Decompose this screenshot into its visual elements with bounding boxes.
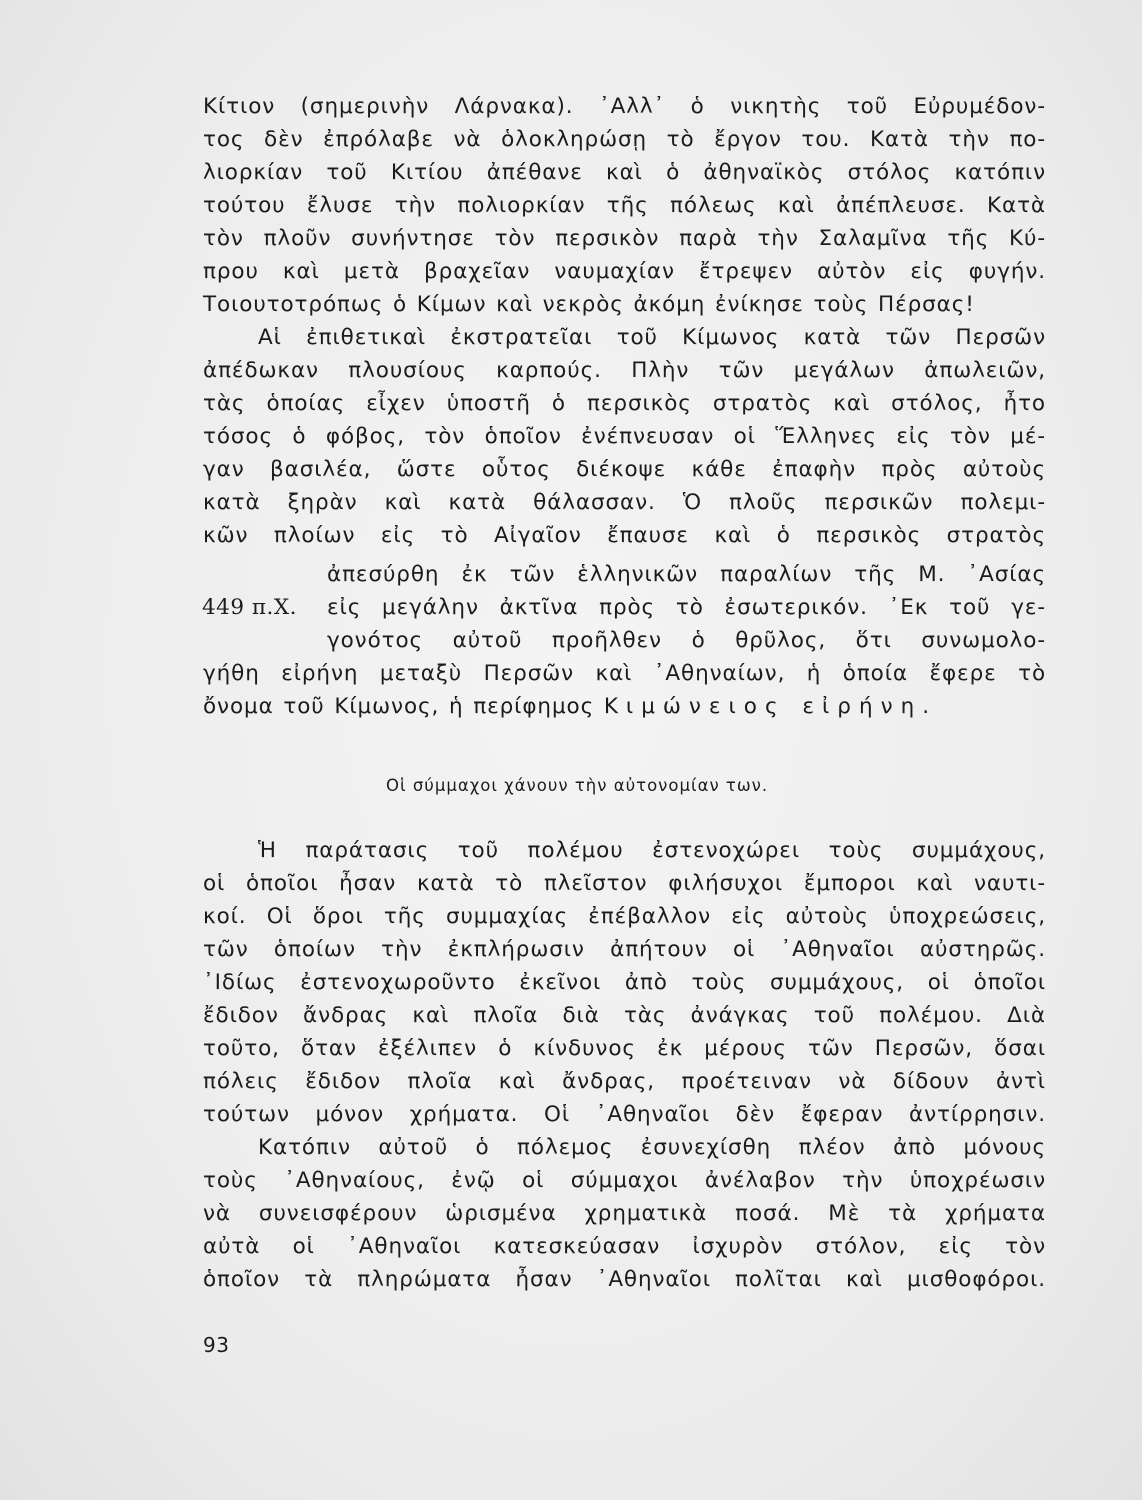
text-line: Αἱ ἐπιθετικαὶ ἐκστρατεῖαι τοῦ Κίμωνος κατὰ τῶν Περσῶν [258, 325, 1046, 350]
text-line: κατὰ ξηρὰν καὶ κατὰ θάλασσαν. Ὁ πλοῦς περσικῶν πολεμι- [203, 490, 1046, 515]
text-line: τῶν ὁποίων τὴν ἐκπλήρωσιν ἀπήτουν οἱ ᾿Αθηναῖοι αὐστηρῶς. [203, 937, 1046, 962]
text-line: αὐτὰ οἱ ᾿Αθηναῖοι κατεσκεύασαν ἰσχυρὸν στόλον, εἰς τὸν [203, 1234, 1046, 1259]
text-line: τούτων μόνον χρήματα. Οἱ ᾿Αθηναῖοι δὲν ἔφεραν ἀντίρρησιν. [203, 1102, 1046, 1127]
text-line: τὰς ὁποίας εἶχεν ὑποστῆ ὁ περσικὸς στρατὸς καὶ στόλος, ἦτο [203, 391, 1046, 416]
text-line: πρου καὶ μετὰ βραχεῖαν ναυμαχίαν ἔτρεψεν αὐτὸν εἰς φυγήν. [203, 259, 1046, 284]
section-heading: Οἱ σύμμαχοι χάνουν τὴν αὐτονομίαν των. [386, 776, 769, 795]
text-line: οἱ ὁποῖοι ἦσαν κατὰ τὸ πλεῖστον φιλήσυχοι ἔμποροι καὶ ναυτι- [203, 871, 1046, 896]
text-line: τος δὲν ἐπρόλαβε νὰ ὁλοκληρώσῃ τὸ ἔργον του. Κατὰ τὴν πο- [203, 127, 1046, 152]
text-line: Κίτιον (σημερινὴν Λάρνακα). ᾿Αλλ᾿ ὁ νικητὴς τοῦ Εὐρυμέδον- [203, 94, 1046, 119]
text-line: κοί. Οἱ ὅροι τῆς συμμαχίας ἐπέβαλλον εἰς αὐτοὺς ὑποχρεώσεις, [203, 904, 1046, 929]
text-line: ᾿Ιδίως ἐστενοχωροῦντο ἐκεῖνοι ἀπὸ τοὺς συμμάχους, οἱ ὁποῖοι [203, 970, 1046, 995]
text-line: πόλεις ἔδιδον πλοῖα καὶ ἄνδρας, προέτειναν νὰ δίδουν ἀντὶ [203, 1069, 1046, 1094]
text-line: γήθη εἰρήνη μεταξὺ Περσῶν καὶ ᾿Αθηναίων, ἡ ὁποία ἔφερε τὸ [203, 661, 1046, 686]
text-line: Ἡ παράτασις τοῦ πολέμου ἐστενοχώρει τοὺς συμμάχους, [258, 838, 1046, 863]
text-line: ἔδιδον ἄνδρας καὶ πλοῖα διὰ τὰς ἀνάγκας τοῦ πολέμου. Διὰ [203, 1003, 1046, 1028]
text-line-last [203, 691, 1046, 723]
text-line: γαν βασιλέα, ὥστε οὗτος διέκοψε κάθε ἐπαφὴν πρὸς αὐτοὺς [203, 457, 1046, 482]
text-line: ἀπεσύρθη ἐκ τῶν ἑλληνικῶν παραλίων τῆς Μ. ᾿Ασίας [327, 562, 1046, 587]
text-line: γονότος αὐτοῦ προῆλθεν ὁ θρῦλος, ὅτι συνωμολο- [327, 628, 1046, 653]
text-run: ὄνομα τοῦ Κίμωνος, ἡ περίφημος [203, 694, 604, 719]
text-line: τόσος ὁ φόβος, τὸν ὁποῖον ἐνέπνευσαν οἱ Ἕλληνες εἰς τὸν μέ- [203, 424, 1046, 449]
text-line: ὁποῖον τὰ πληρώματα ἦσαν ᾿Αθηναῖοι πολῖται καὶ μισθοφόροι. [203, 1267, 1046, 1292]
spaced-term-kimonian-peace: Κιμώνειος εἰρήνη. [603, 694, 938, 719]
text-line: τούτου ἔλυσε τὴν πολιορκίαν τῆς πόλεως καὶ ἀπέπλευσε. Κατὰ [203, 193, 1046, 218]
text-line: κῶν πλοίων εἰς τὸ Αἰγαῖον ἔπαυσε καὶ ὁ περσικὸς στρατὸς [203, 523, 1046, 548]
text-line: τοῦτο, ὅταν ἐξέλιπεν ὁ κίνδυνος ἐκ μέρους τῶν Περσῶν, ὅσαι [203, 1036, 1046, 1061]
text-line: τὸν πλοῦν συνήντησε τὸν περσικὸν παρὰ τὴν Σαλαμῖνα τῆς Κύ- [203, 226, 1046, 251]
page-number: 93 [203, 1333, 230, 1357]
text-line: λιορκίαν τοῦ Κιτίου ἀπέθανε καὶ ὁ ἀθηναϊκὸς στόλος κατόπιν [203, 160, 1046, 185]
text-line: Τοιουτοτρόπως ὁ Κίμων καὶ νεκρὸς ἀκόμη ἐνίκησε τοὺς Πέρσας! [203, 292, 975, 317]
margin-date: 449 π.Χ. [202, 595, 297, 620]
text-line: εἰς μεγάλην ἀκτῖνα πρὸς τὸ ἐσωτερικόν. ᾿Εκ τοῦ γε- [327, 595, 1046, 620]
text-line: νὰ συνεισφέρουν ὡρισμένα χρηματικὰ ποσά. Μὲ τὰ χρήματα [203, 1201, 1046, 1226]
text-line: Κατόπιν αὐτοῦ ὁ πόλεμος ἐσυνεχίσθη πλέον ἀπὸ μόνους [258, 1135, 1046, 1160]
text-line: ἀπέδωκαν πλουσίους καρπούς. Πλὴν τῶν μεγάλων ἀπωλειῶν, [203, 358, 1046, 383]
text-line: τοὺς ᾿Αθηναίους, ἐνῷ οἱ σύμμαχοι ἀνέλαβον τὴν ὑποχρέωσιν [203, 1168, 1046, 1193]
